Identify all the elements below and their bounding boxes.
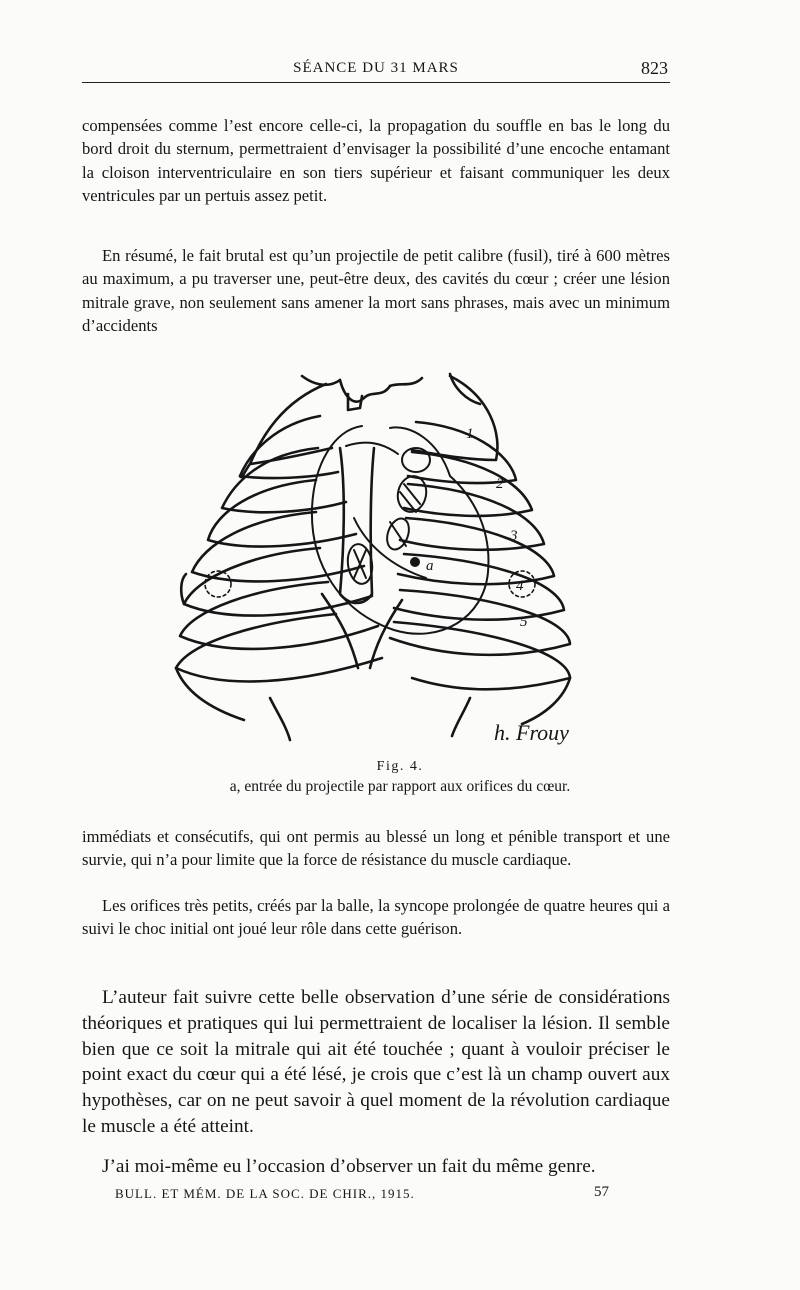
page-number: 823 [641, 58, 668, 78]
thorax-figure [150, 368, 600, 754]
left-ribs [176, 384, 382, 720]
paragraph-3: immédiats et consécutifs, qui ont permis au blessé un long et pénible transport et une survie, qui n’a pour limite que la force de résistance du muscle cardiaque. [82, 827, 670, 870]
paragraph-6: J’ai moi-même eu l’occasion d’observer un fait du même genre. [102, 1156, 596, 1177]
paragraph-4: Les orifices très petits, créés par la balle, la syncope prolongée de quatre heures qui a suivi le choc initial ont joué leur rôle dans cette guérison. [82, 896, 670, 939]
artist-signature: h. Frouy [494, 720, 569, 745]
page-header [82, 58, 670, 83]
running-head: SÉANCE DU 31 MARS [293, 60, 459, 76]
rib-number-2: 2 [496, 476, 504, 492]
paragraph-2: En résumé, le fait brutal est qu’un projectile de petit calibre (fusil), tiré à 600 mètres au maximum, a pu traverser une, peut-être deux, des cavités du cœur ; créer une lésion mitrale grave, non seulement sans amener la mort sans phrases, mais avec un minimum d’accidents [82, 246, 670, 335]
clavicle-area [302, 374, 480, 410]
right-ribs [390, 376, 570, 724]
figure-caption: a, entrée du projectile par rapport aux orifices du cœur. [229, 778, 571, 795]
projectile-entry-dot [410, 557, 420, 567]
thorax-drawing [150, 368, 600, 754]
sheet-signature: 57 [594, 1184, 609, 1200]
rib-number-3: 3 [510, 528, 518, 544]
figure-label: Fig. 4. [376, 759, 424, 774]
entry-label: a [426, 558, 434, 574]
rib-number-5: 5 [520, 614, 528, 630]
paragraph-1: compensées comme l’est encore celle-ci, la propagation du souffle en bas le long du bord droit du sternum, permettraient d’envisager la possibilité d’une encoche entamant la cloison interventriculaire en son tiers supérieur et faisant communiquer les deux ventricules par un pertuis assez petit. [82, 116, 670, 205]
rib-number-4: 4 [516, 578, 524, 594]
rib-number-1: 1 [466, 426, 474, 442]
paragraph-5: L’auteur fait suivre cette belle observation d’une série de considérations théoriques et pratiques qui lui permettraient de localiser la lésion. Il semble bien que ce soit la mitrale qui ait été touchée ; quant à vouloir préciser le point exact du cœur qui a été lésé, je crois que c’est là un champ ouvert aux hypothèses, car on ne peut savoir à quel moment de la révolution cardiaque le muscle a été atteint. [82, 987, 670, 1137]
journal-footer: BULL. ET MÉM. DE LA SOC. DE CHIR., 1915. [115, 1186, 415, 1201]
